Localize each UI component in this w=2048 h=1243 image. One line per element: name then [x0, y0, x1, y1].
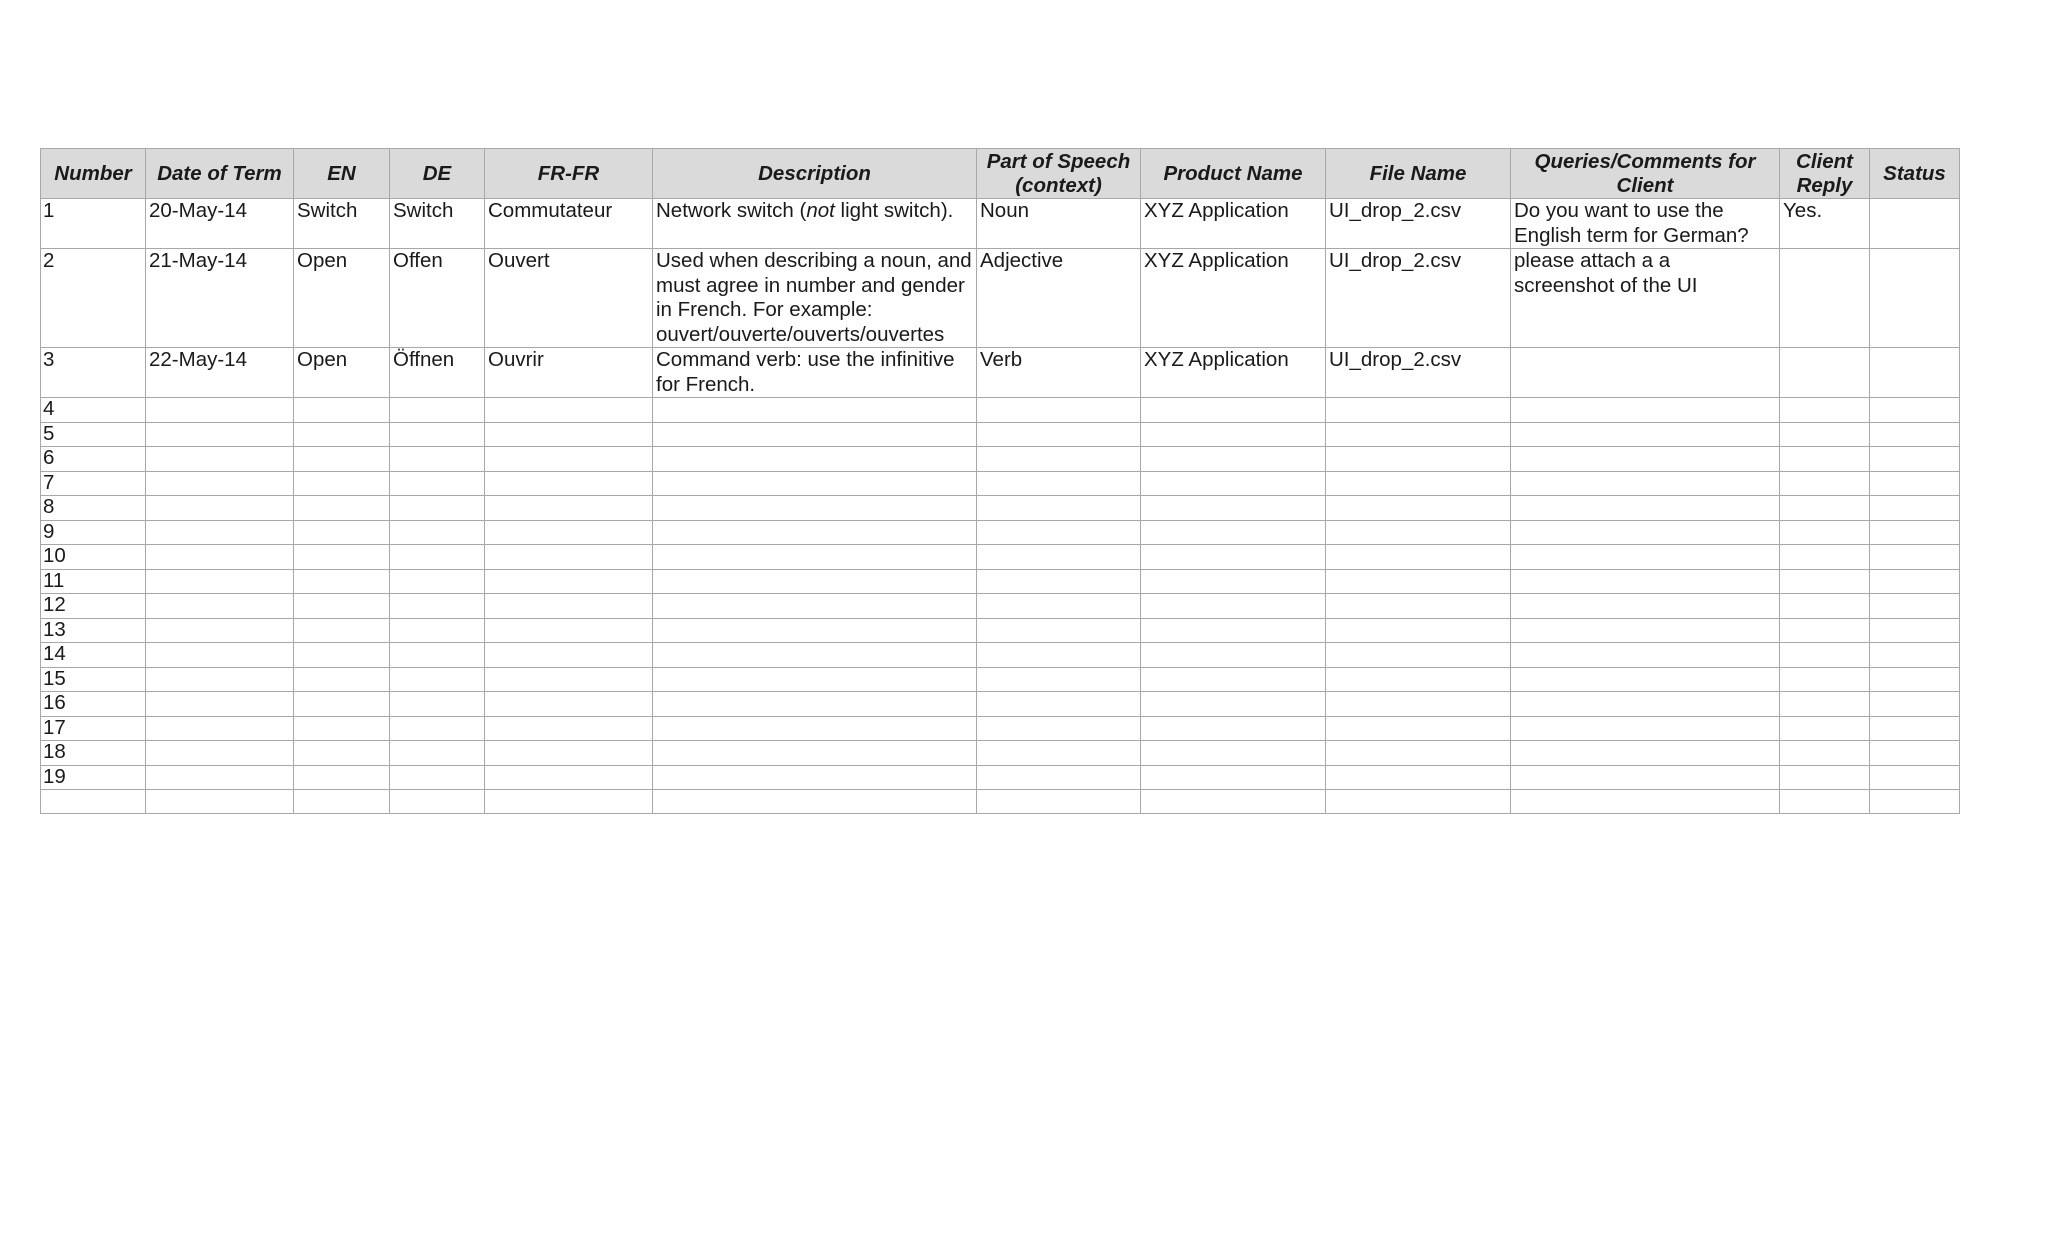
cell-product-name[interactable]	[1141, 692, 1326, 717]
cell-fr[interactable]	[485, 594, 653, 619]
cell-part-of-speech[interactable]	[977, 765, 1141, 790]
cell-product-name[interactable]	[1141, 422, 1326, 447]
cell-client-reply[interactable]	[1780, 594, 1870, 619]
cell-date[interactable]	[146, 790, 294, 814]
cell-de[interactable]	[390, 545, 485, 570]
table-row	[41, 765, 1960, 790]
cell-de[interactable]	[390, 422, 485, 447]
cell-description[interactable]	[653, 545, 977, 570]
cell-part-of-speech[interactable]	[977, 716, 1141, 741]
cell-de[interactable]	[390, 765, 485, 790]
cell-description[interactable]	[653, 520, 977, 545]
cell-file-name[interactable]	[1326, 692, 1511, 717]
cell-description[interactable]	[653, 569, 977, 594]
description-emphasis: not	[806, 199, 835, 222]
cell-queries[interactable]	[1511, 569, 1780, 594]
cell-client-reply[interactable]	[1780, 545, 1870, 570]
cell-description[interactable]	[653, 618, 977, 643]
cell-fr[interactable]	[485, 520, 653, 545]
cell-client-reply[interactable]	[1780, 520, 1870, 545]
cell-date[interactable]	[146, 741, 294, 766]
cell-number[interactable]	[41, 790, 146, 814]
cell-fr[interactable]	[485, 618, 653, 643]
cell-en[interactable]: Open	[294, 348, 390, 398]
cell-description[interactable]	[653, 643, 977, 668]
cell-file-name[interactable]	[1326, 471, 1511, 496]
cell-description[interactable]	[653, 667, 977, 692]
cell-number[interactable]: 5	[41, 422, 146, 447]
cell-queries[interactable]: please attach a a screenshot of the UI	[1511, 249, 1780, 348]
cell-client-reply[interactable]	[1780, 765, 1870, 790]
cell-status[interactable]	[1870, 618, 1960, 643]
table-row	[41, 716, 1960, 741]
cell-product-name[interactable]: XYZ Application	[1141, 249, 1326, 348]
description-text: light switch).	[834, 199, 954, 222]
cell-en[interactable]	[294, 765, 390, 790]
cell-fr[interactable]	[485, 496, 653, 521]
cell-date[interactable]	[146, 594, 294, 619]
cell-file-name[interactable]	[1326, 741, 1511, 766]
cell-status[interactable]	[1870, 594, 1960, 619]
cell-queries[interactable]	[1511, 496, 1780, 521]
cell-date[interactable]	[146, 716, 294, 741]
cell-product-name[interactable]	[1141, 569, 1326, 594]
cell-de[interactable]: Switch	[390, 199, 485, 249]
cell-product-name[interactable]	[1141, 741, 1326, 766]
cell-file-name[interactable]	[1326, 496, 1511, 521]
cell-fr[interactable]	[485, 667, 653, 692]
cell-number[interactable]: 7	[41, 471, 146, 496]
cell-status[interactable]	[1870, 471, 1960, 496]
cell-number[interactable]: 11	[41, 569, 146, 594]
cell-en[interactable]	[294, 618, 390, 643]
cell-de[interactable]	[390, 471, 485, 496]
header-en[interactable]: EN	[294, 149, 390, 199]
cell-queries[interactable]: Do you want to use the English term for German?	[1511, 199, 1780, 249]
cell-description[interactable]	[653, 398, 977, 423]
cell-file-name[interactable]	[1326, 520, 1511, 545]
cell-number[interactable]: 17	[41, 716, 146, 741]
cell-file-name[interactable]	[1326, 398, 1511, 423]
cell-fr[interactable]	[485, 716, 653, 741]
cell-number[interactable]: 1	[41, 199, 146, 249]
cell-number[interactable]: 6	[41, 447, 146, 472]
table-row	[41, 618, 1960, 643]
cell-de[interactable]	[390, 520, 485, 545]
cell-en[interactable]	[294, 471, 390, 496]
cell-queries[interactable]	[1511, 348, 1780, 398]
cell-number[interactable]: 19	[41, 765, 146, 790]
cell-number[interactable]: 10	[41, 545, 146, 570]
cell-number[interactable]: 12	[41, 594, 146, 619]
cell-number[interactable]: 2	[41, 249, 146, 348]
cell-file-name[interactable]	[1326, 716, 1511, 741]
cell-status[interactable]	[1870, 667, 1960, 692]
cell-de[interactable]	[390, 398, 485, 423]
cell-date[interactable]	[146, 692, 294, 717]
cell-product-name[interactable]: XYZ Application	[1141, 199, 1326, 249]
cell-status[interactable]	[1870, 447, 1960, 472]
cell-product-name[interactable]	[1141, 398, 1326, 423]
cell-part-of-speech[interactable]	[977, 692, 1141, 717]
cell-part-of-speech[interactable]	[977, 618, 1141, 643]
cell-number[interactable]: 3	[41, 348, 146, 398]
table-row	[41, 545, 1960, 570]
cell-product-name[interactable]	[1141, 643, 1326, 668]
cell-status[interactable]	[1870, 765, 1960, 790]
cell-part-of-speech[interactable]	[977, 422, 1141, 447]
cell-part-of-speech[interactable]	[977, 496, 1141, 521]
cell-description[interactable]	[653, 471, 977, 496]
cell-file-name[interactable]	[1326, 594, 1511, 619]
cell-en[interactable]	[294, 398, 390, 423]
cell-product-name[interactable]	[1141, 520, 1326, 545]
cell-client-reply[interactable]	[1780, 249, 1870, 348]
cell-en[interactable]	[294, 594, 390, 619]
cell-de[interactable]	[390, 741, 485, 766]
cell-file-name[interactable]: UI_drop_2.csv	[1326, 348, 1511, 398]
cell-en[interactable]	[294, 545, 390, 570]
cell-queries[interactable]	[1511, 741, 1780, 766]
cell-date[interactable]	[146, 471, 294, 496]
cell-client-reply[interactable]: Yes.	[1780, 199, 1870, 249]
cell-en[interactable]	[294, 496, 390, 521]
header-client-reply[interactable]: Client Reply	[1780, 149, 1870, 199]
cell-client-reply[interactable]	[1780, 692, 1870, 717]
cell-file-name[interactable]	[1326, 790, 1511, 814]
cell-queries[interactable]	[1511, 716, 1780, 741]
cell-file-name[interactable]	[1326, 569, 1511, 594]
cell-file-name[interactable]	[1326, 618, 1511, 643]
cell-client-reply[interactable]	[1780, 618, 1870, 643]
cell-de[interactable]	[390, 716, 485, 741]
cell-fr[interactable]	[485, 471, 653, 496]
cell-date[interactable]	[146, 765, 294, 790]
cell-queries[interactable]	[1511, 398, 1780, 423]
cell-fr[interactable]	[485, 643, 653, 668]
table-row	[41, 667, 1960, 692]
cell-part-of-speech[interactable]	[977, 471, 1141, 496]
cell-queries[interactable]	[1511, 447, 1780, 472]
table-row	[41, 249, 1960, 348]
cell-description[interactable]	[653, 496, 977, 521]
cell-client-reply[interactable]	[1780, 790, 1870, 814]
cell-client-reply[interactable]	[1780, 716, 1870, 741]
cell-file-name[interactable]	[1326, 545, 1511, 570]
cell-en[interactable]	[294, 667, 390, 692]
cell-product-name[interactable]	[1141, 594, 1326, 619]
cell-status[interactable]	[1870, 790, 1960, 814]
cell-en[interactable]	[294, 741, 390, 766]
cell-en[interactable]	[294, 716, 390, 741]
cell-description[interactable]: Command verb: use the infinitive for French.	[653, 348, 977, 398]
table-row	[41, 422, 1960, 447]
cell-file-name[interactable]: UI_drop_2.csv	[1326, 249, 1511, 348]
cell-description[interactable]	[653, 594, 977, 619]
cell-fr[interactable]: Ouvert	[485, 249, 653, 348]
cell-en[interactable]	[294, 692, 390, 717]
cell-date[interactable]	[146, 520, 294, 545]
cell-queries[interactable]	[1511, 471, 1780, 496]
cell-status[interactable]	[1870, 643, 1960, 668]
cell-description[interactable]	[653, 716, 977, 741]
table-row	[41, 199, 1960, 249]
cell-part-of-speech[interactable]	[977, 398, 1141, 423]
cell-status[interactable]	[1870, 520, 1960, 545]
cell-client-reply[interactable]	[1780, 741, 1870, 766]
cell-fr[interactable]	[485, 422, 653, 447]
cell-file-name[interactable]	[1326, 447, 1511, 472]
cell-description[interactable]	[653, 199, 977, 249]
cell-description[interactable]	[653, 422, 977, 447]
cell-fr[interactable]	[485, 447, 653, 472]
cell-status[interactable]	[1870, 348, 1960, 398]
cell-part-of-speech[interactable]	[977, 790, 1141, 814]
cell-part-of-speech[interactable]	[977, 594, 1141, 619]
cell-number[interactable]: 13	[41, 618, 146, 643]
cell-status[interactable]	[1870, 199, 1960, 249]
header-queries-comments[interactable]: Queries/Comments for Client	[1511, 149, 1780, 199]
cell-en[interactable]: Switch	[294, 199, 390, 249]
cell-date[interactable]	[146, 496, 294, 521]
cell-queries[interactable]	[1511, 545, 1780, 570]
cell-product-name[interactable]: XYZ Application	[1141, 348, 1326, 398]
cell-en[interactable]	[294, 520, 390, 545]
cell-client-reply[interactable]	[1780, 643, 1870, 668]
cell-de[interactable]: Öffnen	[390, 348, 485, 398]
cell-status[interactable]	[1870, 398, 1960, 423]
table-row	[41, 692, 1960, 717]
cell-date[interactable]	[146, 667, 294, 692]
cell-status[interactable]	[1870, 422, 1960, 447]
cell-description[interactable]	[653, 790, 977, 814]
cell-status[interactable]	[1870, 716, 1960, 741]
cell-de[interactable]	[390, 594, 485, 619]
cell-number[interactable]: 8	[41, 496, 146, 521]
cell-product-name[interactable]	[1141, 765, 1326, 790]
cell-product-name[interactable]	[1141, 716, 1326, 741]
cell-description[interactable]	[653, 447, 977, 472]
table-row	[41, 471, 1960, 496]
cell-file-name[interactable]	[1326, 667, 1511, 692]
cell-queries[interactable]	[1511, 643, 1780, 668]
cell-fr[interactable]	[485, 790, 653, 814]
cell-number[interactable]: 15	[41, 667, 146, 692]
table-row	[41, 398, 1960, 423]
cell-en[interactable]	[294, 422, 390, 447]
cell-client-reply[interactable]	[1780, 398, 1870, 423]
cell-date[interactable]	[146, 447, 294, 472]
cell-part-of-speech[interactable]	[977, 569, 1141, 594]
cell-product-name[interactable]	[1141, 447, 1326, 472]
cell-client-reply[interactable]	[1780, 496, 1870, 521]
cell-date[interactable]	[146, 618, 294, 643]
cell-queries[interactable]	[1511, 692, 1780, 717]
cell-queries[interactable]	[1511, 790, 1780, 814]
cell-status[interactable]	[1870, 496, 1960, 521]
cell-part-of-speech[interactable]: Verb	[977, 348, 1141, 398]
cell-queries[interactable]	[1511, 765, 1780, 790]
cell-fr[interactable]	[485, 741, 653, 766]
cell-status[interactable]	[1870, 692, 1960, 717]
header-date-of-term[interactable]: Date of Term	[146, 149, 294, 199]
cell-fr[interactable]: Commutateur	[485, 199, 653, 249]
cell-status[interactable]	[1870, 249, 1960, 348]
cell-number[interactable]: 18	[41, 741, 146, 766]
cell-product-name[interactable]	[1141, 471, 1326, 496]
cell-status[interactable]	[1870, 741, 1960, 766]
table-row	[41, 594, 1960, 619]
cell-client-reply[interactable]	[1780, 471, 1870, 496]
cell-en[interactable]: Open	[294, 249, 390, 348]
cell-part-of-speech[interactable]: Adjective	[977, 249, 1141, 348]
cell-date[interactable]	[146, 398, 294, 423]
cell-part-of-speech[interactable]	[977, 667, 1141, 692]
cell-part-of-speech[interactable]	[977, 741, 1141, 766]
table-row	[41, 496, 1960, 521]
cell-file-name[interactable]: UI_drop_2.csv	[1326, 199, 1511, 249]
cell-fr[interactable]	[485, 398, 653, 423]
cell-date[interactable]	[146, 545, 294, 570]
table-row	[41, 790, 1960, 814]
header-status[interactable]: Status	[1870, 149, 1960, 199]
cell-de[interactable]	[390, 692, 485, 717]
cell-de[interactable]	[390, 618, 485, 643]
cell-client-reply[interactable]	[1780, 569, 1870, 594]
cell-de[interactable]	[390, 643, 485, 668]
table-row	[41, 348, 1960, 398]
header-de[interactable]: DE	[390, 149, 485, 199]
cell-date[interactable]	[146, 422, 294, 447]
cell-en[interactable]	[294, 569, 390, 594]
header-part-of-speech[interactable]: Part of Speech (context)	[977, 149, 1141, 199]
table-row	[41, 569, 1960, 594]
cell-queries[interactable]	[1511, 594, 1780, 619]
cell-product-name[interactable]	[1141, 667, 1326, 692]
header-description[interactable]: Description	[653, 149, 977, 199]
cell-en[interactable]	[294, 447, 390, 472]
cell-number[interactable]: 14	[41, 643, 146, 668]
cell-description[interactable]	[653, 692, 977, 717]
table-row	[41, 643, 1960, 668]
cell-part-of-speech[interactable]: Noun	[977, 199, 1141, 249]
table-row	[41, 741, 1960, 766]
cell-date[interactable]	[146, 643, 294, 668]
cell-client-reply[interactable]	[1780, 447, 1870, 472]
cell-fr[interactable]	[485, 692, 653, 717]
cell-number[interactable]: 4	[41, 398, 146, 423]
cell-en[interactable]	[294, 643, 390, 668]
header-file-name[interactable]: File Name	[1326, 149, 1511, 199]
table-row	[41, 447, 1960, 472]
cell-client-reply[interactable]	[1780, 348, 1870, 398]
cell-fr[interactable]	[485, 569, 653, 594]
cell-number[interactable]: 16	[41, 692, 146, 717]
cell-product-name[interactable]	[1141, 790, 1326, 814]
cell-client-reply[interactable]	[1780, 422, 1870, 447]
cell-queries[interactable]	[1511, 520, 1780, 545]
cell-de[interactable]	[390, 569, 485, 594]
cell-description[interactable]: Used when describing a noun, and must agree in number and gender in French. For example: ouvert/ouverte/ouverts/ouvertes	[653, 249, 977, 348]
cell-part-of-speech[interactable]	[977, 520, 1141, 545]
terminology-table	[40, 148, 1960, 814]
cell-queries[interactable]	[1511, 667, 1780, 692]
cell-product-name[interactable]	[1141, 496, 1326, 521]
cell-description[interactable]	[653, 741, 977, 766]
cell-number[interactable]: 9	[41, 520, 146, 545]
cell-de[interactable]	[390, 447, 485, 472]
cell-fr[interactable]	[485, 545, 653, 570]
header-product-name[interactable]: Product Name	[1141, 149, 1326, 199]
cell-status[interactable]	[1870, 569, 1960, 594]
cell-status[interactable]	[1870, 545, 1960, 570]
cell-de[interactable]: Offen	[390, 249, 485, 348]
cell-product-name[interactable]	[1141, 545, 1326, 570]
cell-date[interactable]: 22-May-14	[146, 348, 294, 398]
cell-file-name[interactable]	[1326, 765, 1511, 790]
header-number[interactable]: Number	[41, 149, 146, 199]
cell-queries[interactable]	[1511, 618, 1780, 643]
header-row	[41, 149, 1960, 199]
header-fr-fr[interactable]: FR-FR	[485, 149, 653, 199]
cell-fr[interactable]	[485, 765, 653, 790]
cell-file-name[interactable]	[1326, 643, 1511, 668]
description-text: Network switch (	[656, 199, 807, 222]
cell-de[interactable]	[390, 790, 485, 814]
cell-product-name[interactable]	[1141, 618, 1326, 643]
cell-part-of-speech[interactable]	[977, 447, 1141, 472]
cell-de[interactable]	[390, 667, 485, 692]
cell-date[interactable]	[146, 569, 294, 594]
cell-part-of-speech[interactable]	[977, 545, 1141, 570]
cell-file-name[interactable]	[1326, 422, 1511, 447]
table-row	[41, 520, 1960, 545]
cell-date[interactable]: 20-May-14	[146, 199, 294, 249]
cell-de[interactable]	[390, 496, 485, 521]
cell-description[interactable]	[653, 765, 977, 790]
cell-part-of-speech[interactable]	[977, 643, 1141, 668]
cell-fr[interactable]: Ouvrir	[485, 348, 653, 398]
cell-date[interactable]: 21-May-14	[146, 249, 294, 348]
cell-queries[interactable]	[1511, 422, 1780, 447]
cell-en[interactable]	[294, 790, 390, 814]
cell-client-reply[interactable]	[1780, 667, 1870, 692]
